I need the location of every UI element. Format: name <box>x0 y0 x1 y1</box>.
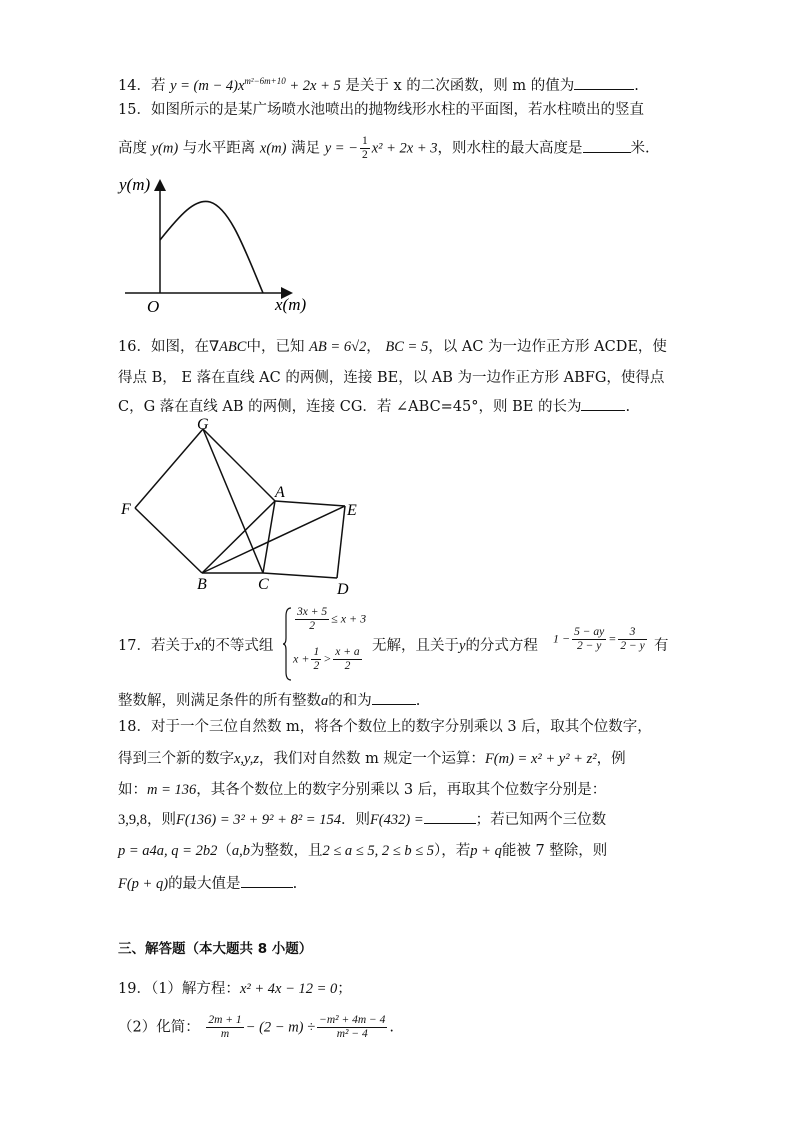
q16-text-3b: . <box>625 399 631 415</box>
q15-answer-blank[interactable] <box>583 138 631 153</box>
q17-ineq2-lhs: x + <box>293 651 310 666</box>
q14-answer-blank[interactable] <box>574 75 634 90</box>
q14-formula-rest: + 2x + 5 <box>285 77 341 94</box>
question-16-line1: 16．如图，在∇ABC中，已知 AB = 6√2， BC = 5，以 AC 为一边作正方形 ACDE，使 <box>118 339 667 355</box>
q17-a-var: a <box>321 693 329 709</box>
q16-text-c: ，以 AC 为一边作正方形 ACDE，使 <box>428 339 667 355</box>
question-16-line2: 得点 B， E 落在直线 AC 的两侧，连接 BE，以 AB 为一边作正方形 ABFG，使得点 <box>118 370 665 386</box>
q15-formula-b: x² + 2x + 3 <box>371 140 438 157</box>
q16-text-a: 16．如图，在 <box>118 339 209 355</box>
q17-eq-den: 2 − y <box>576 640 602 652</box>
q17-brace <box>283 606 293 682</box>
q17-text-2b: 的和为 <box>328 693 372 709</box>
section-3-title: 三、解答题（本大题共 8 小题） <box>118 941 313 957</box>
q16-answer-blank[interactable] <box>581 396 625 411</box>
q15-fraction <box>360 135 370 162</box>
q15-text-e: 米. <box>630 140 650 157</box>
q17-ineq1-num: 3x + 5 <box>297 606 328 618</box>
q17-eq-equals: = <box>608 631 617 646</box>
q15-text-b: 与水平距离 <box>182 140 256 157</box>
question-18-line6 <box>118 873 297 894</box>
q18-range: 2 ≤ a ≤ 5, 2 ≤ b ≤ 5 <box>322 843 435 859</box>
q18-text-4b: ，则 <box>147 812 176 828</box>
q17-ineq2 <box>293 646 364 673</box>
q18-text-5b: （ <box>217 843 232 859</box>
q16-ab: AB = 6√2 <box>309 339 367 355</box>
question-14 <box>118 71 639 96</box>
q17-eq-den2: 2 − y <box>620 640 645 652</box>
q16-text-b: 中，已知 <box>246 339 305 355</box>
q16-segment-GA <box>203 429 275 501</box>
q14-exponent: m²−6m+10 <box>244 76 286 86</box>
q17-ineq1 <box>293 606 366 633</box>
question-19-line2 <box>118 1014 394 1041</box>
q18-m136: m = 136 <box>147 782 197 798</box>
q16-triangle: ∇ABC <box>208 339 247 355</box>
question-15-line2 <box>118 135 650 162</box>
q18-text-2c: ，例 <box>596 751 626 767</box>
q16-segment-BE <box>202 506 345 573</box>
q16-label-F: F <box>121 501 131 518</box>
q14-lhs: y <box>170 77 177 94</box>
q18-pq-def: p = a4a, q = 2b2 <box>118 843 218 859</box>
q14-formula: = (m − 4)x <box>176 77 245 94</box>
q17-fraction-equation <box>553 626 649 653</box>
question-15-line1: 15．如图所示的是某广场喷水池喷出的抛物线形水柱的平面图，若水柱喷出的竖直 <box>118 102 644 118</box>
q17-text-d: 的分式方程 <box>465 638 538 654</box>
question-16-line3 <box>118 396 630 417</box>
q15-frac-num: 1 <box>361 135 368 147</box>
q17-eq-num: 5 − ay <box>574 626 605 638</box>
question-19-line1 <box>118 979 352 999</box>
q18-text-6c: . <box>292 876 298 892</box>
q18-p-plus-q: p + q <box>470 843 502 859</box>
q16-segment-FB <box>135 508 202 573</box>
q16-segment-ED <box>337 506 345 578</box>
q19-text-1a: 19．（1）解方程： <box>118 981 240 997</box>
q19-f2-den: m² − 4 <box>336 1028 368 1040</box>
q17-ineq2-fnum: 1 <box>313 646 320 658</box>
q19-end: . <box>389 1019 395 1036</box>
q15-x-label: x(m) <box>275 295 307 314</box>
q19-equation: x² + 4x − 12 = 0 <box>239 981 338 997</box>
q15-text-c: 满足 <box>291 140 321 157</box>
q16-label-G: G <box>197 416 209 433</box>
q17-text-b: 的不等式组 <box>200 638 274 654</box>
q17-text-c: 无解，且关于 <box>372 638 459 654</box>
q17-x: x <box>194 638 201 654</box>
q15-formula-a: y = − <box>324 140 358 157</box>
q16-label-B: B <box>197 576 207 593</box>
q18-f136: F(136) = 3² + 9² + 8² = 154 <box>176 812 341 828</box>
q17-answer-blank[interactable] <box>372 690 416 705</box>
question-17-line1-rest <box>372 636 538 656</box>
q17-inequality-system <box>283 606 373 682</box>
q18-text-5c: 为整数，且 <box>249 843 323 859</box>
q15-text-d: ，则水柱的最大高度是 <box>437 140 583 157</box>
q18-fm: F(m) = x² + y² + z² <box>484 751 597 767</box>
question-18-line4 <box>118 809 606 830</box>
q15-ym: y(m) <box>151 140 179 157</box>
q19-f2-num: −m² + 4m − 4 <box>319 1014 386 1026</box>
q16-segment-AE <box>275 501 345 506</box>
q18-f-pq: F(p + q) <box>118 876 169 892</box>
q18-answer-blank-2[interactable] <box>241 873 293 888</box>
q18-text-4c: ．则 <box>340 812 370 828</box>
q16-segment-GF <box>135 429 203 508</box>
q17-text-2c: . <box>415 693 421 709</box>
q16-label-C: C <box>258 576 269 593</box>
q15-parabola-curve <box>160 201 263 293</box>
q17-y: y <box>459 638 466 654</box>
q18-text-5d: ），若 <box>434 843 471 859</box>
q15-frac-den: 2 <box>361 149 368 161</box>
q17-ineq2-fden: 2 <box>313 660 320 672</box>
question-17-line2 <box>118 690 420 711</box>
q15-y-label: y(m) <box>119 175 151 194</box>
q19-f1-den: m <box>220 1028 230 1040</box>
q16-label-A: A <box>275 484 285 501</box>
q17-text-e: 有 <box>654 638 669 654</box>
q18-digits: 3,9,8 <box>118 812 147 828</box>
q18-text-6b: 的最大值是 <box>168 876 241 892</box>
q17-text-2a: 整数解，则满足条件的所有整数 <box>118 693 321 709</box>
question-17-line1 <box>118 636 273 656</box>
q17-eq-num2: 3 <box>618 626 646 640</box>
q16-geometry-figure <box>115 415 375 600</box>
q16-segment-CG <box>203 429 263 573</box>
q18-answer-blank-1[interactable] <box>424 809 476 824</box>
q19-mid: − (2 − m) ÷ <box>245 1019 316 1036</box>
q18-text-2b: ，我们对自然数 m 规定一个运算： <box>258 751 485 767</box>
q16-segment-CD <box>263 573 337 578</box>
question-18-line1: 18．对于一个三位自然数 m，将各个数位上的数字分别乘以 3 后，取其个位数字， <box>118 719 652 735</box>
q15-parabola-graph <box>115 170 325 320</box>
q19-text-2a: （2）化简： <box>118 1019 200 1036</box>
q15-text-a: 高度 <box>118 140 147 157</box>
q16-bc: BC = 5 <box>385 339 429 355</box>
q18-text-3a: 如： <box>118 782 147 798</box>
q15-origin-label: O <box>147 297 160 316</box>
q14-text: 是关于 x 的二次函数，则 m 的值为 <box>345 77 575 94</box>
q19-f1-num: 2m + 1 <box>208 1014 242 1026</box>
question-18-line3 <box>118 780 606 800</box>
q18-text-4d: ；若已知两个三位数 <box>475 812 607 828</box>
q18-xyz: x,y,z <box>234 751 259 767</box>
q17-eq-one: 1 − <box>553 631 571 646</box>
q17-ineq1-rhs: ≤ x + 3 <box>331 611 367 626</box>
q18-text-2a: 得到三个新的数字 <box>118 751 234 767</box>
q16-label-D: D <box>337 581 349 598</box>
q17-ineq2-gt: > <box>323 651 332 666</box>
q18-text-5e: 能被 7 整除，则 <box>501 843 608 859</box>
q18-f432: F(432) = <box>369 812 424 828</box>
question-18-line2 <box>118 749 626 769</box>
q17-text-a: 17．若关于 <box>118 638 195 654</box>
q18-text-3b: ，其各个数位上的数字分别乘以 3 后，再取其个位数字分别是： <box>196 782 607 798</box>
q19-text-1b: ； <box>337 981 352 997</box>
q18-ab: a,b <box>231 843 250 859</box>
q14-number: 14．若 <box>118 77 166 94</box>
question-18-line5 <box>118 841 607 861</box>
q14-end: . <box>634 77 639 94</box>
q16-label-E: E <box>347 502 357 519</box>
q17-ineq2-num: x + a <box>335 646 360 658</box>
q17-ineq1-den: 2 <box>309 620 315 632</box>
q16-text-3a: C，G 落在直线 AB 的两侧，连接 CG．若 ∠ABC=45°，则 BE 的长为 <box>118 399 582 415</box>
q17-ineq2-den: 2 <box>344 660 351 672</box>
q15-xm: x(m) <box>259 140 287 157</box>
